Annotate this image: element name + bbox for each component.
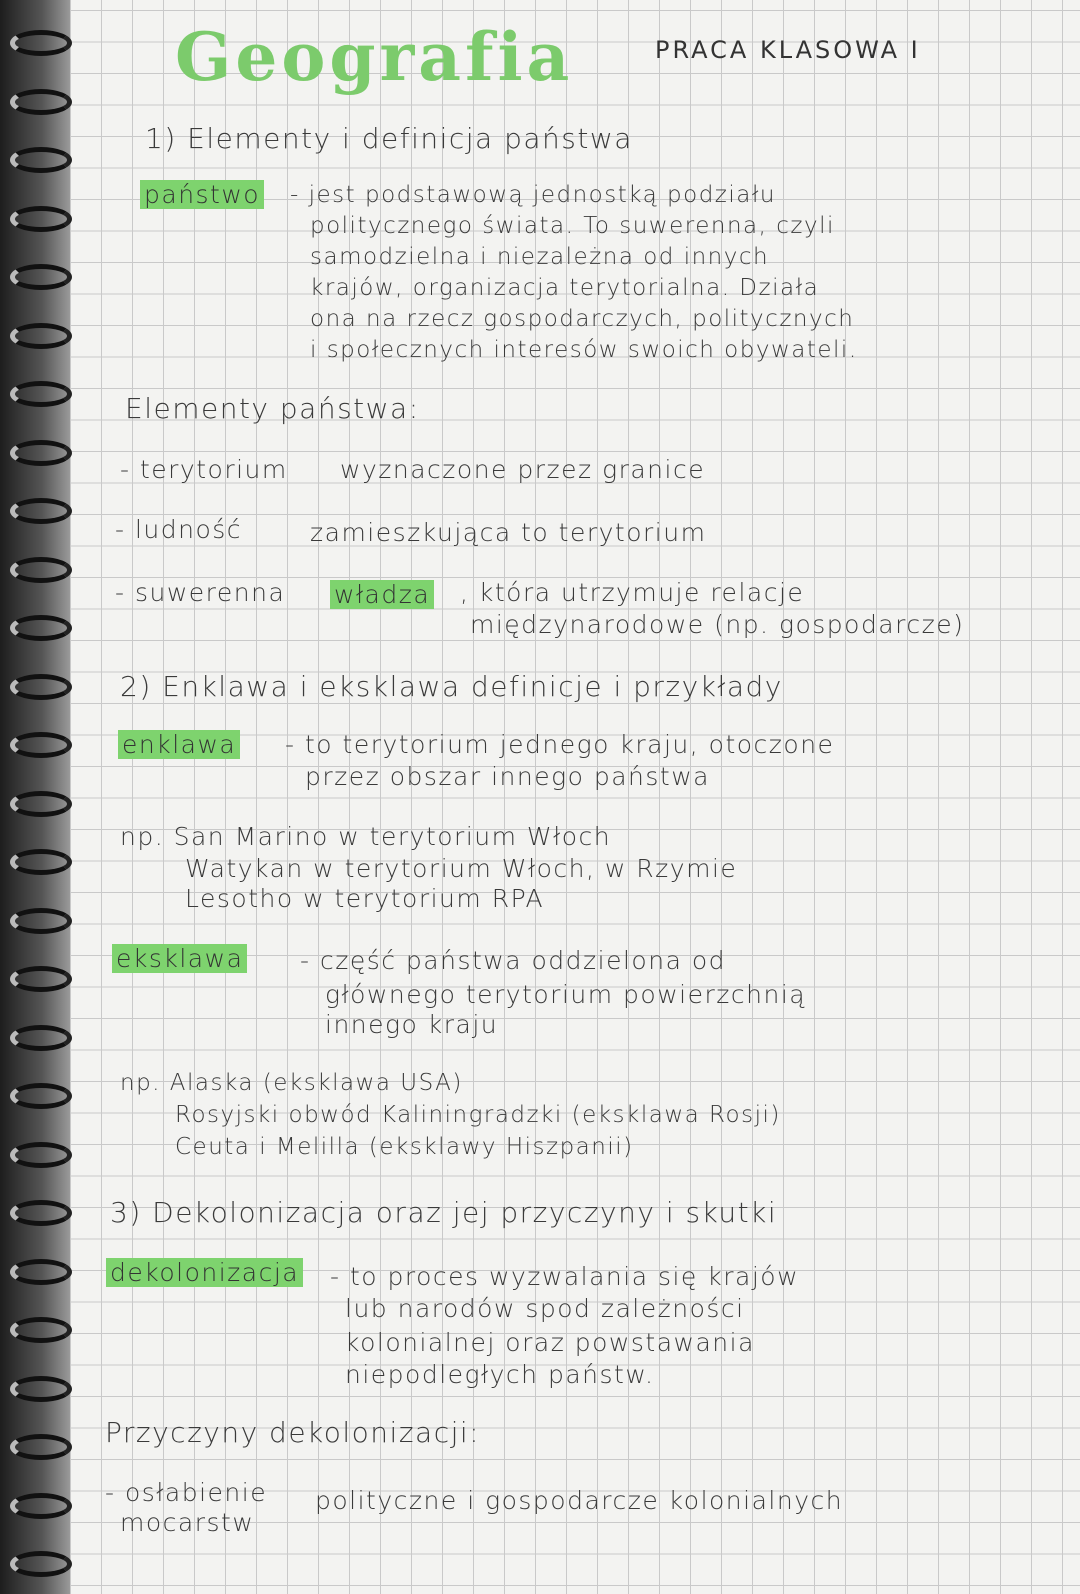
example-line: Rosyjski obwód Kaliningradzki (eksklawa Rosji) xyxy=(175,1102,781,1128)
elements-heading: Elementy państwa: xyxy=(125,392,420,425)
def-line: niepodległych państw. xyxy=(345,1360,655,1389)
section-2-heading: 2) Enklawa i eksklawa definicje i przykłady xyxy=(120,670,783,703)
example-line: Watykan w terytorium Włoch, w Rzymie xyxy=(185,854,738,883)
term-eksklawa: eksklawa xyxy=(112,944,247,973)
section-3-heading: 3) Dekolonizacja oraz jej przyczyny i skutki xyxy=(110,1196,778,1229)
cause-label: mocarstw xyxy=(120,1508,255,1537)
causes-heading: Przyczyny dekolonizacji: xyxy=(105,1416,481,1449)
spiral-ring xyxy=(10,30,72,56)
def-line: samodzielna i niezależna od innych xyxy=(310,244,770,270)
cause-text: polityczne i gospodarcze kolonialnych xyxy=(315,1486,844,1515)
element-label: - terytorium xyxy=(120,455,288,484)
term-dekolonizacja: dekolonizacja xyxy=(106,1258,303,1287)
def-line: ona na rzecz gospodarczych, politycznych xyxy=(310,306,855,332)
def-line: - to proces wyzwalania się krajów xyxy=(330,1262,800,1291)
highlight-wladza: władza xyxy=(330,580,434,609)
def-line: i społecznych interesów swoich obywateli. xyxy=(310,337,858,363)
spiral-ring xyxy=(10,1434,72,1460)
term-panstwo: państwo xyxy=(140,180,264,209)
def-line: krajów, organizacja terytorialna. Działa xyxy=(310,275,820,301)
spiral-ring xyxy=(10,264,72,290)
spiral-ring xyxy=(10,323,72,349)
element-label: - suwerenna xyxy=(115,578,286,607)
spiral-ring xyxy=(10,849,72,875)
spiral-ring xyxy=(10,1025,72,1051)
spiral-ring xyxy=(10,966,72,992)
spiral-ring xyxy=(10,908,72,934)
spiral-ring xyxy=(10,615,72,641)
element-text: wyznaczone przez granice xyxy=(340,455,706,484)
example-line: np. San Marino w terytorium Włoch xyxy=(120,822,612,851)
def-line: głównego terytorium powierzchnią xyxy=(325,980,807,1009)
element-text: , która utrzymuje relacje xyxy=(460,578,805,607)
def-line: - jest podstawową jednostką podziału xyxy=(290,182,776,208)
spiral-ring xyxy=(10,791,72,817)
section-1-heading: 1) Elementy i definicja państwa xyxy=(145,122,633,155)
spiral-ring xyxy=(10,1200,72,1226)
def-line: przez obszar innego państwa xyxy=(305,762,710,791)
spiral-ring xyxy=(10,147,72,173)
def-line: - to terytorium jednego kraju, otoczone xyxy=(285,730,835,759)
spiral-ring xyxy=(10,1083,72,1109)
example-line: np. Alaska (eksklawa USA) xyxy=(120,1070,463,1096)
element-label: - ludność xyxy=(115,515,243,544)
spiral-ring xyxy=(10,1259,72,1285)
example-line: Ceuta i Melilla (eksklawy Hiszpanii) xyxy=(175,1134,634,1160)
spiral-ring xyxy=(10,674,72,700)
spiral-ring xyxy=(10,1376,72,1402)
term-enklawa: enklawa xyxy=(118,730,240,759)
def-line: innego kraju xyxy=(325,1010,499,1039)
def-line: - część państwa oddzielona od xyxy=(300,946,727,975)
spiral-ring xyxy=(10,381,72,407)
spiral-ring xyxy=(10,89,72,115)
spiral-ring xyxy=(10,498,72,524)
spiral-ring xyxy=(10,1317,72,1343)
def-line: kolonialnej oraz powstawania xyxy=(345,1328,755,1357)
page-subtitle: PRACA KLASOWA I xyxy=(655,36,921,64)
spiral-ring xyxy=(10,440,72,466)
element-text: zamieszkująca to terytorium xyxy=(310,518,707,547)
def-line: politycznego świata. To suwerenna, czyli xyxy=(310,213,835,239)
spiral-ring xyxy=(10,1551,72,1577)
spiral-ring xyxy=(10,1493,72,1519)
def-line: lub narodów spod zależności xyxy=(345,1294,745,1323)
spiral-ring xyxy=(10,206,72,232)
cause-label: - osłabienie xyxy=(105,1478,268,1507)
spiral-ring xyxy=(10,732,72,758)
example-line: Lesotho w terytorium RPA xyxy=(185,884,545,913)
spiral-binding xyxy=(0,0,70,1594)
spiral-ring xyxy=(10,1142,72,1168)
page-title: Geografia xyxy=(175,18,574,96)
element-text: międzynarodowe (np. gospodarcze) xyxy=(470,610,965,639)
spiral-ring xyxy=(10,557,72,583)
